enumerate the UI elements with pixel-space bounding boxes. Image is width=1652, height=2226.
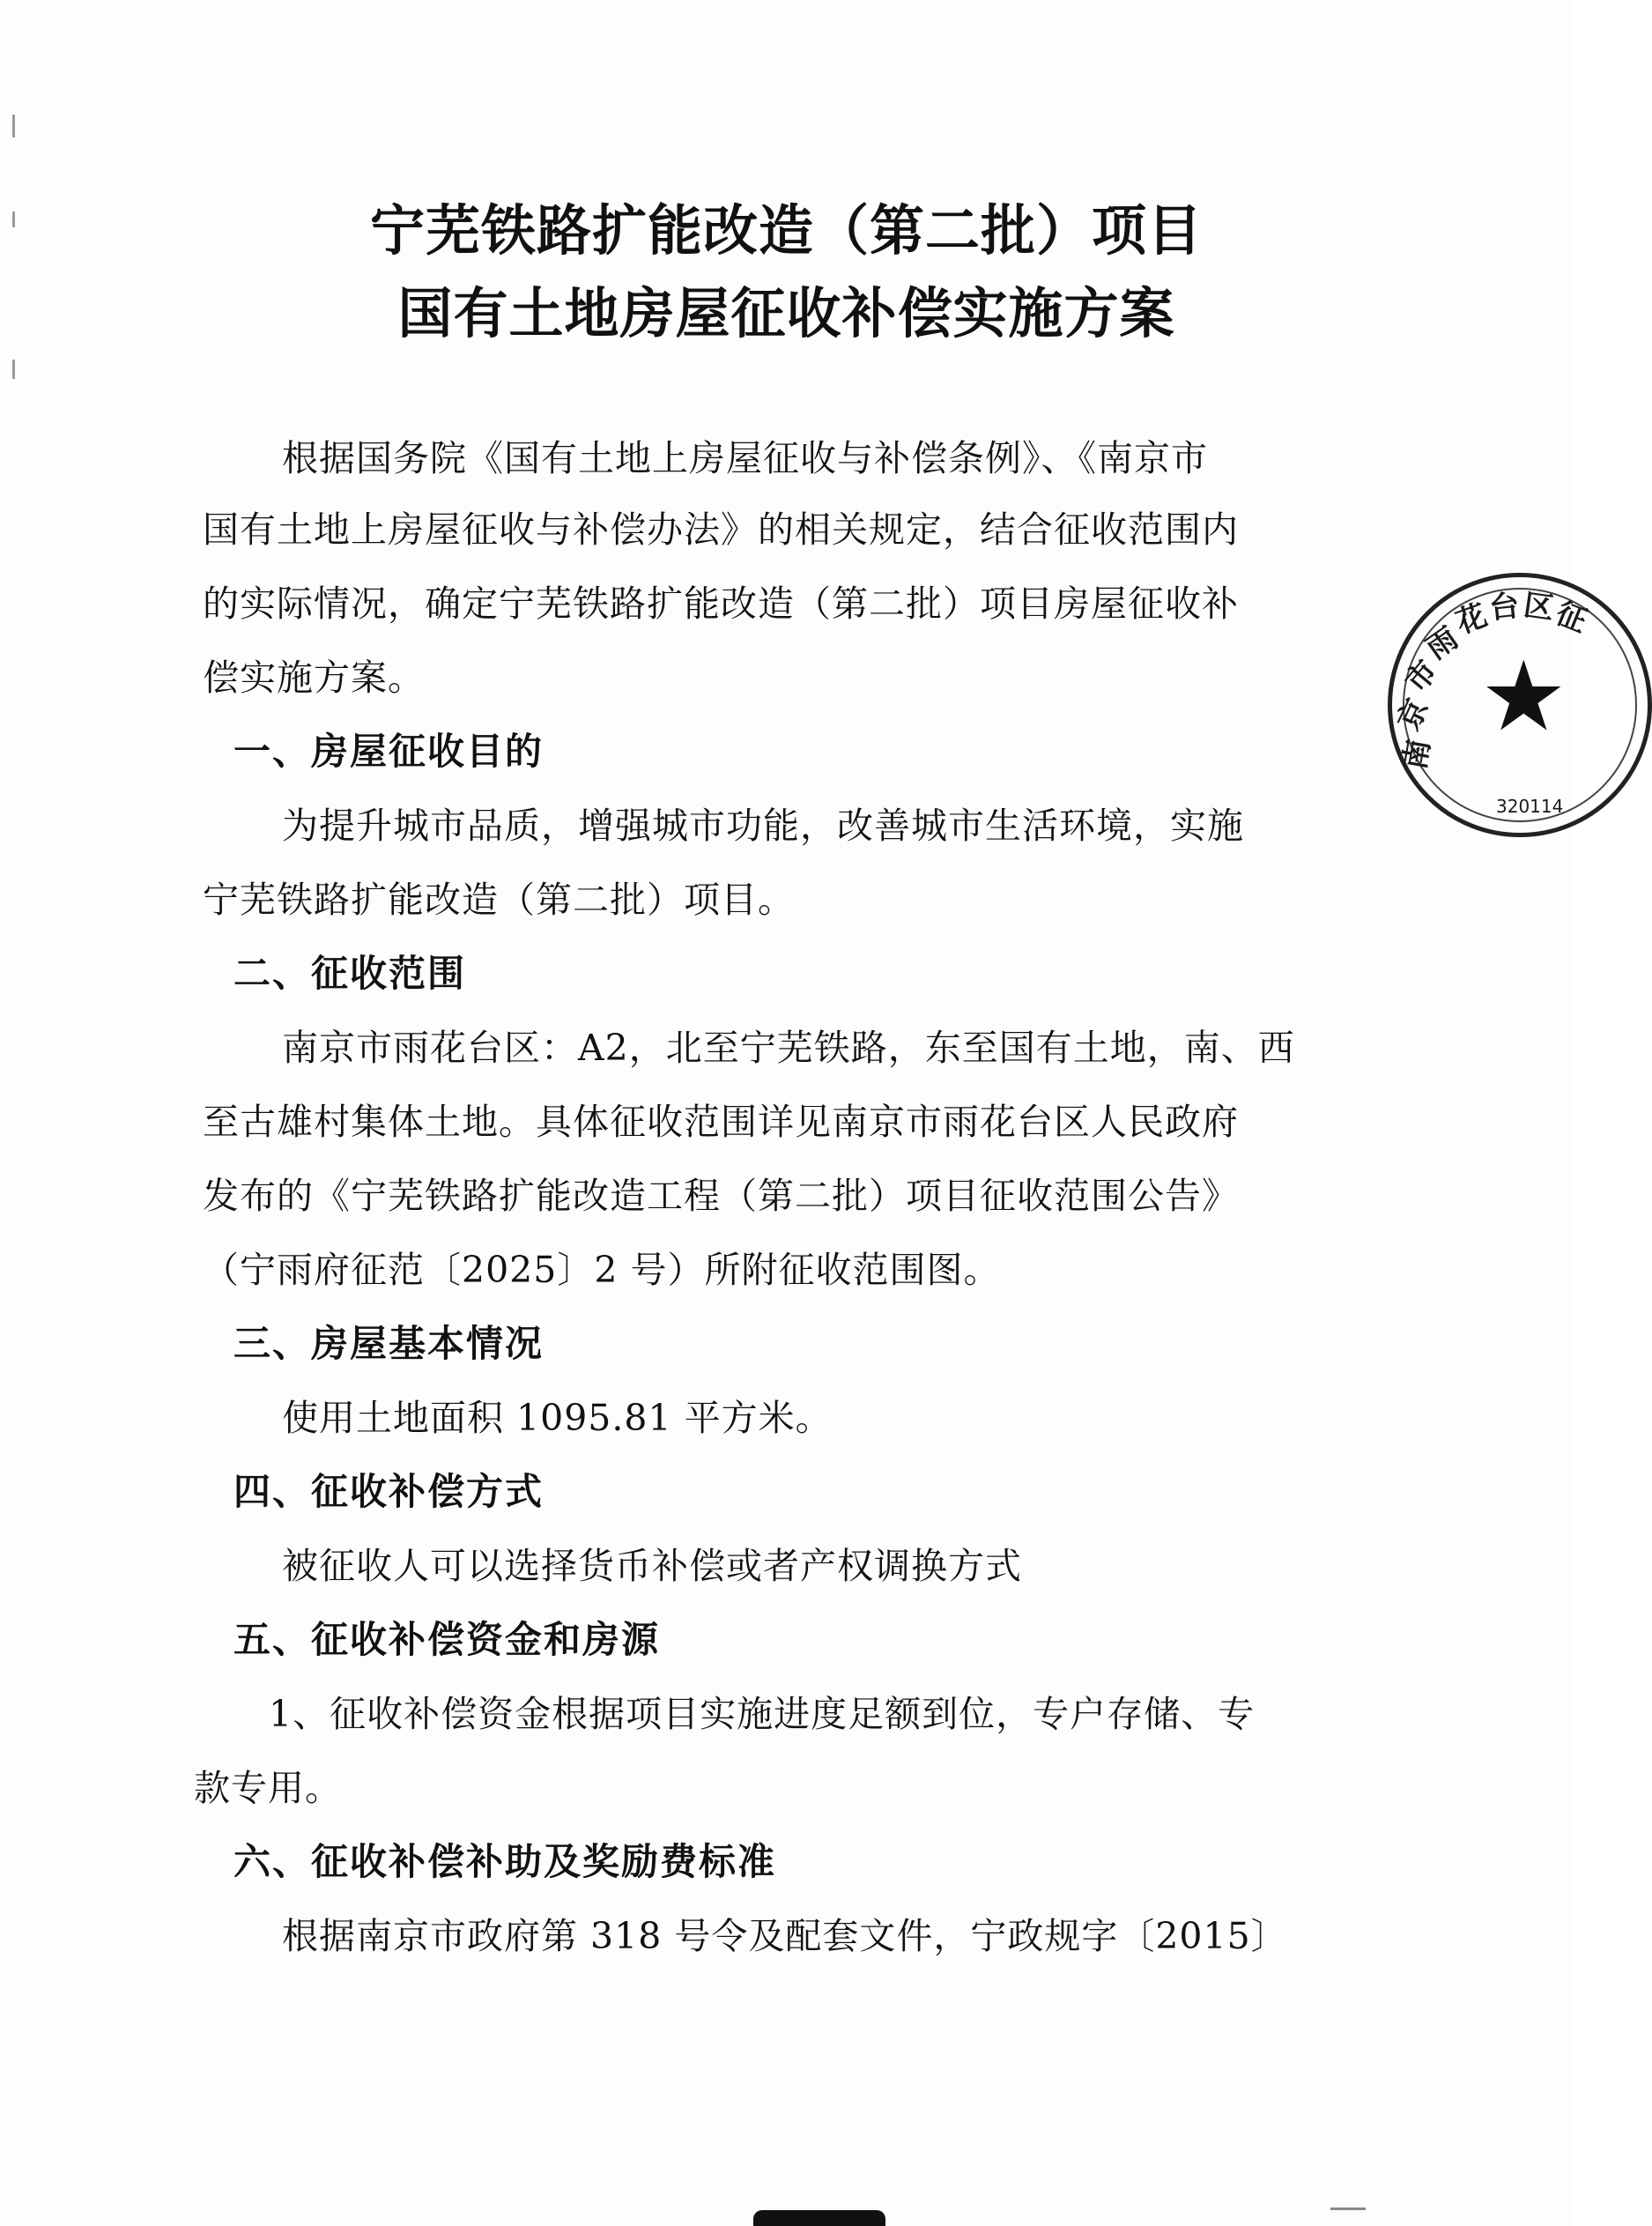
section-body-line: 1、征收补偿资金根据项目实施进度足额到位，专户存储、专 [269, 1693, 1256, 1735]
official-seal [1388, 573, 1652, 837]
section-heading-scope: 二、征收范围 [233, 952, 467, 995]
section-body-line: 款专用。 [194, 1767, 342, 1809]
section-heading-compensation-method: 四、征收补偿方式 [233, 1470, 544, 1513]
section-body-line: （宁雨府征范〔2025〕2 号）所附征收范围图。 [203, 1249, 1001, 1291]
scan-edge-mark [12, 360, 15, 379]
intro-line: 根据国务院《国有土地上房屋征收与补偿条例》、《南京市 [282, 437, 1208, 479]
seal-code: 320114 [1496, 796, 1564, 817]
seal-char: 花 [1451, 597, 1493, 642]
scan-edge-mark [12, 115, 15, 137]
section-body-line: 宁芜铁路扩能改造（第二批）项目。 [203, 879, 795, 921]
section-body-line: 至古雄村集体土地。具体征收范围详见南京市雨花台区人民政府 [203, 1101, 1239, 1143]
document-title-line-1: 宁芜铁路扩能改造（第二批）项目 [369, 198, 1203, 263]
seal-char: 南 [1396, 736, 1438, 773]
section-heading-purpose: 一、房屋征收目的 [233, 730, 544, 773]
section-body-line: 使用土地面积 1095.81 平方米。 [282, 1397, 833, 1439]
section-body-line: 为提升城市品质，增强城市功能，改善城市生活环境，实施 [282, 805, 1244, 847]
seal-star-icon: ★ [1480, 640, 1567, 753]
seal-char: 征 [1551, 595, 1592, 640]
seal-char: 京 [1390, 694, 1436, 736]
section-heading-basic-info: 三、房屋基本情况 [233, 1322, 544, 1365]
section-body-line: 被征收人可以选择货币补偿或者产权调换方式 [282, 1545, 1022, 1587]
scan-bottom-mark [1330, 2207, 1366, 2210]
section-heading-funds: 五、征收补偿资金和房源 [233, 1618, 661, 1661]
intro-line: 国有土地上房屋征收与补偿办法》的相关规定，结合征收范围内 [203, 508, 1239, 551]
document-title-line-2: 国有土地房屋征收补偿实施方案 [397, 281, 1175, 345]
section-body-line: 发布的《宁芜铁路扩能改造工程（第二批）项目征收范围公告》 [203, 1175, 1239, 1217]
section-heading-subsidy-standard: 六、征收补偿补助及奖励费标准 [233, 1840, 777, 1883]
intro-line: 的实际情况，确定宁芜铁路扩能改造（第二批）项目房屋征收补 [203, 582, 1239, 625]
seal-char: 市 [1398, 653, 1445, 700]
intro-line: 偿实施方案。 [203, 657, 425, 699]
seal-char: 雨 [1419, 620, 1465, 667]
section-body-line: 根据南京市政府第 318 号令及配套文件，宁政规字〔2015〕 [282, 1915, 1288, 1957]
scan-bottom-mark [753, 2210, 885, 2226]
seal-char: 台 [1487, 588, 1522, 627]
seal-char: 区 [1521, 587, 1557, 627]
section-body-line: 南京市雨花台区：A2，北至宁芜铁路，东至国有土地，南、西 [282, 1027, 1295, 1069]
